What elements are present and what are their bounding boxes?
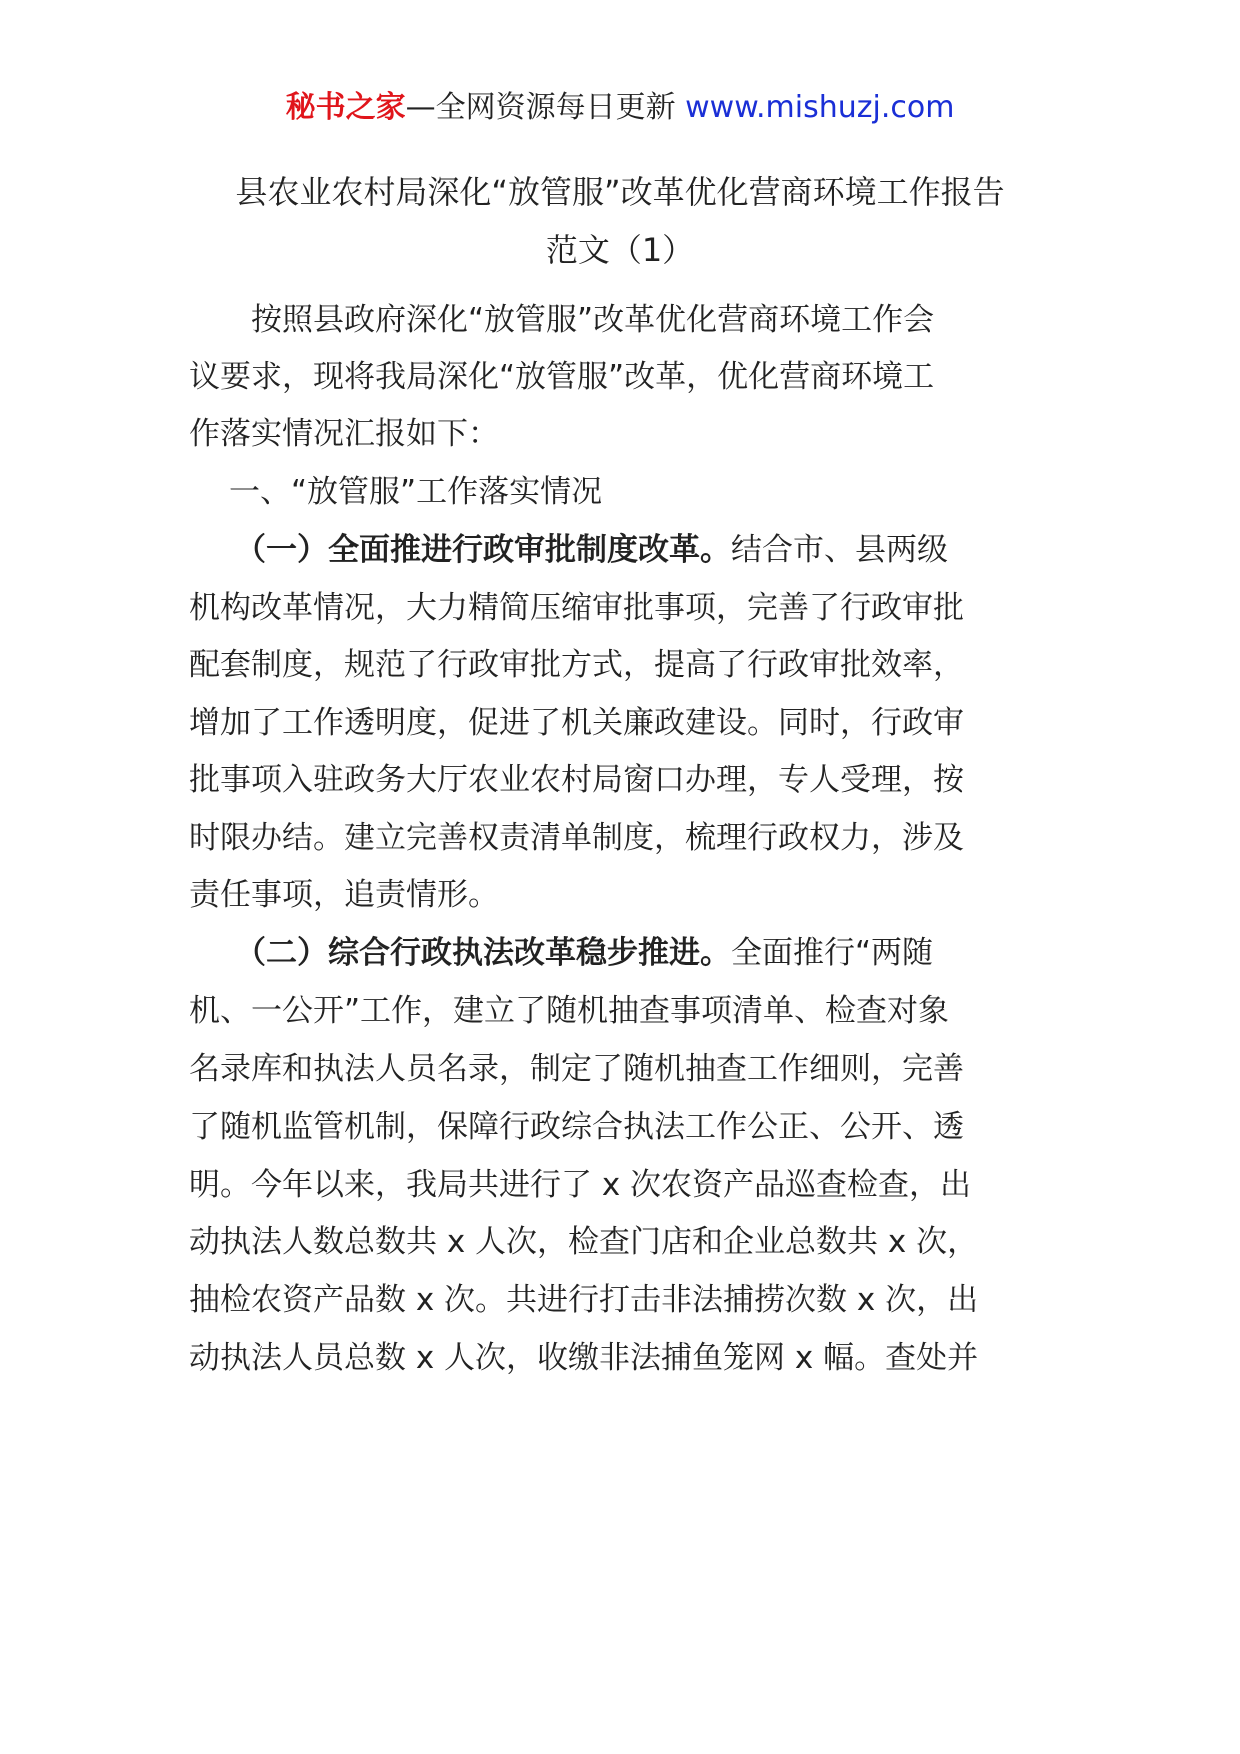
- site-url-link[interactable]: www.mishuzj.com: [685, 90, 955, 125]
- para-1-first-rest: 结合市、县两级: [731, 532, 948, 568]
- section-1-heading: 一、“放管服”工作落实情况: [229, 474, 603, 510]
- para-2-line: 动执法人员总数 x 人次，收缴非法捕鱼笼网 x 幅。查处并: [189, 1340, 979, 1376]
- site-header: [0, 88, 1240, 128]
- intro-line-1: 按照县政府深化“放管服”改革优化营商环境工作会: [251, 302, 935, 338]
- para-1-line: 责任事项，追责情形。: [189, 877, 499, 913]
- para-2-line: 动执法人数总数共 x 人次，检查门店和企业总数共 x 次，: [189, 1224, 979, 1260]
- document-title-line-1: 县农业农村局深化“放管服”改革优化营商环境工作报告: [235, 173, 1005, 211]
- para-1-line: 时限办结。建立完善权责清单制度，梳理行政权力，涉及: [189, 820, 964, 856]
- para-2-line: 名录库和执法人员名录，制定了随机抽查工作细则，完善: [189, 1051, 964, 1087]
- para-2-line: 机、一公开”工作，建立了随机抽查事项清单、检查对象: [189, 993, 950, 1029]
- para-1-line: 配套制度，规范了行政审批方式，提高了行政审批效率，: [189, 647, 964, 683]
- para-1-line: 增加了工作透明度，促进了机关廉政建设。同时，行政审: [189, 705, 964, 741]
- para-1-line: 机构改革情况，大力精简压缩审批事项，完善了行政审批: [189, 590, 964, 626]
- para-1-line: 批事项入驻政务大厅农业农村局窗口办理，专人受理，按: [189, 762, 964, 798]
- para-2-heading: （二）综合行政执法改革稳步推进。: [235, 935, 731, 971]
- para-2-line: 明。今年以来，我局共进行了 x 次农资产品巡查检查，出: [189, 1167, 972, 1203]
- intro-line-2: 议要求，现将我局深化“放管服”改革，优化营商环境工: [189, 359, 935, 395]
- brand-name: 秘书之家: [285, 90, 406, 125]
- intro-line-3: 作落实情况汇报如下：: [189, 416, 499, 452]
- header-tagline: —全网资源每日更新: [405, 90, 686, 125]
- para-1-first-line: [189, 530, 1095, 570]
- para-2-first-line: [189, 933, 1095, 973]
- para-2-first-rest: 全面推行“两随: [731, 935, 934, 971]
- para-1-heading: （一）全面推进行政审批制度改革。: [235, 532, 731, 568]
- para-2-line: 了随机监管机制，保障行政综合执法工作公正、公开、透: [189, 1109, 964, 1145]
- para-2-line: 抽检农资产品数 x 次。共进行打击非法捕捞次数 x 次，出: [189, 1282, 979, 1318]
- document-title-line-2: 范文（1）: [545, 231, 695, 269]
